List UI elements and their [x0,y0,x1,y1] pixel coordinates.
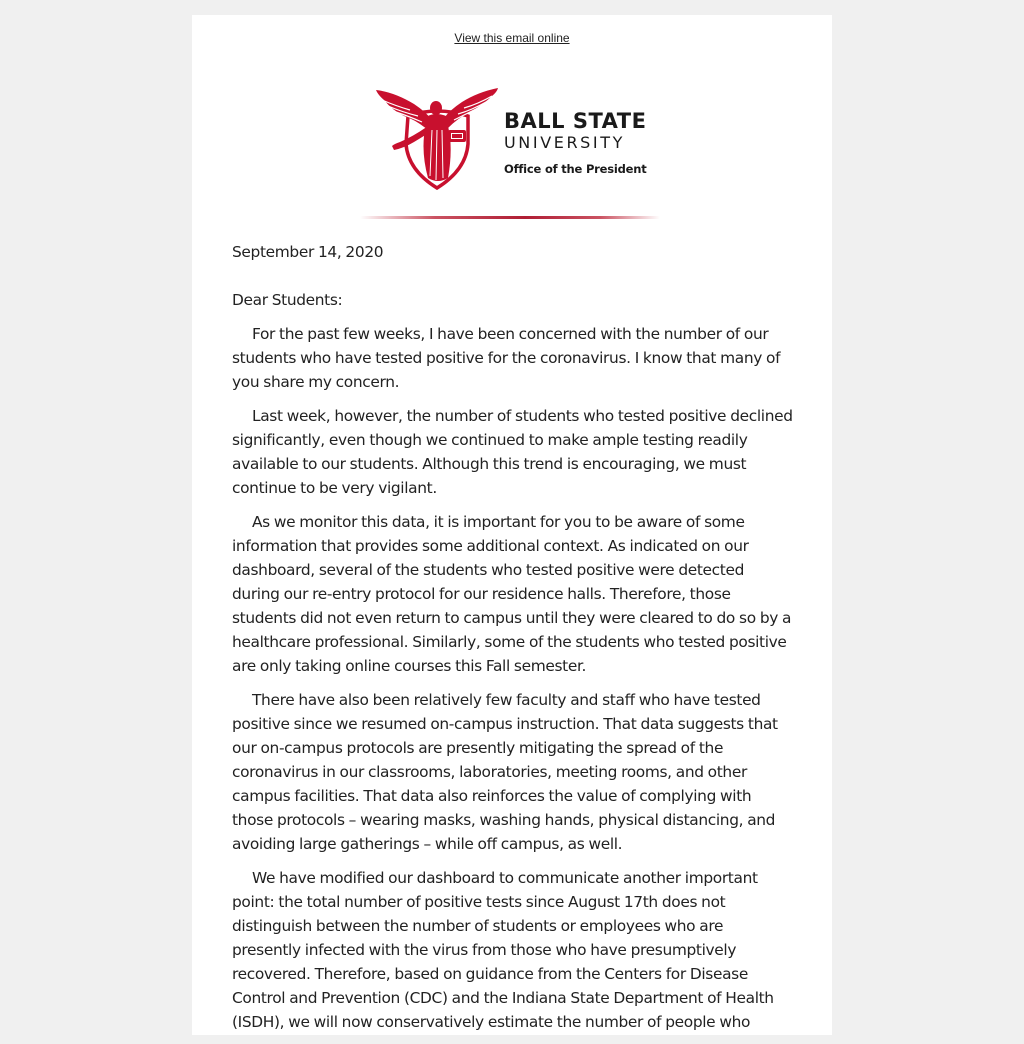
view-online-bar [192,30,832,46]
letter-date: September 14, 2020 [232,243,384,261]
letter-paragraph: There have also been relatively few faculty and staff who have tested positive since we resumed on-campus instruction. That data suggests that our on-campus protocols are presently mitigating the spread of the coronavirus in our classrooms, laboratories, meeting rooms, and other campus facilities. That data also reinforces the value of complying with those protocols – wearing masks, washing hands, physical distancing, and avoiding large gatherings – while off campus, as well. [232,691,778,853]
cardinal-beneficence-crest-icon [374,86,500,190]
wordmark-ball-state: BALL STATE [504,109,647,133]
letter-paragraph: We have modified our dashboard to communicate another important point: the total number of positive tests since August 17th does not distinguish between the number of students or employees who are presently infected with the virus from those who have presumptively recovered. Therefore, based on guidance from the Centers for Disease Control and Prevention (CDC) and the Indiana State Department of Health (ISDH), we will now conservatively estimate the number of people who [232,869,774,1031]
wordmark-university: UNIVERSITY [504,133,625,152]
wordmark-office: Office of the President [504,162,647,176]
letter-paragraph: Last week, however, the number of students who tested positive declined significantly, even though we continued to make ample testing readily available to our students. Although this trend is encouraging, we must continue to be very vigilant. [232,407,793,497]
letter-paragraph: For the past few weeks, I have been concerned with the number of our students who have tested positive for the coronavirus. I know that many of you share my concern. [232,325,781,391]
header-divider [360,216,660,219]
letter-salutation: Dear Students: [232,291,343,309]
university-wordmark [504,110,647,176]
email-body [192,15,832,1035]
letter-paragraph: As we monitor this data, it is important for you to be aware of some information that provides some additional context. As indicated on our dashboard, several of the students who tested positive were detected during our re-entry protocol for our residence halls. Therefore, those students did not even return to campus until they were cleared to do so by a healthcare professional. Similarly, some of the students who tested positive are only taking online courses this Fall semester. [232,513,792,675]
letter-content [232,240,794,1044]
view-email-online-link[interactable]: View this email online [454,31,570,45]
ball-state-logo [372,86,662,196]
